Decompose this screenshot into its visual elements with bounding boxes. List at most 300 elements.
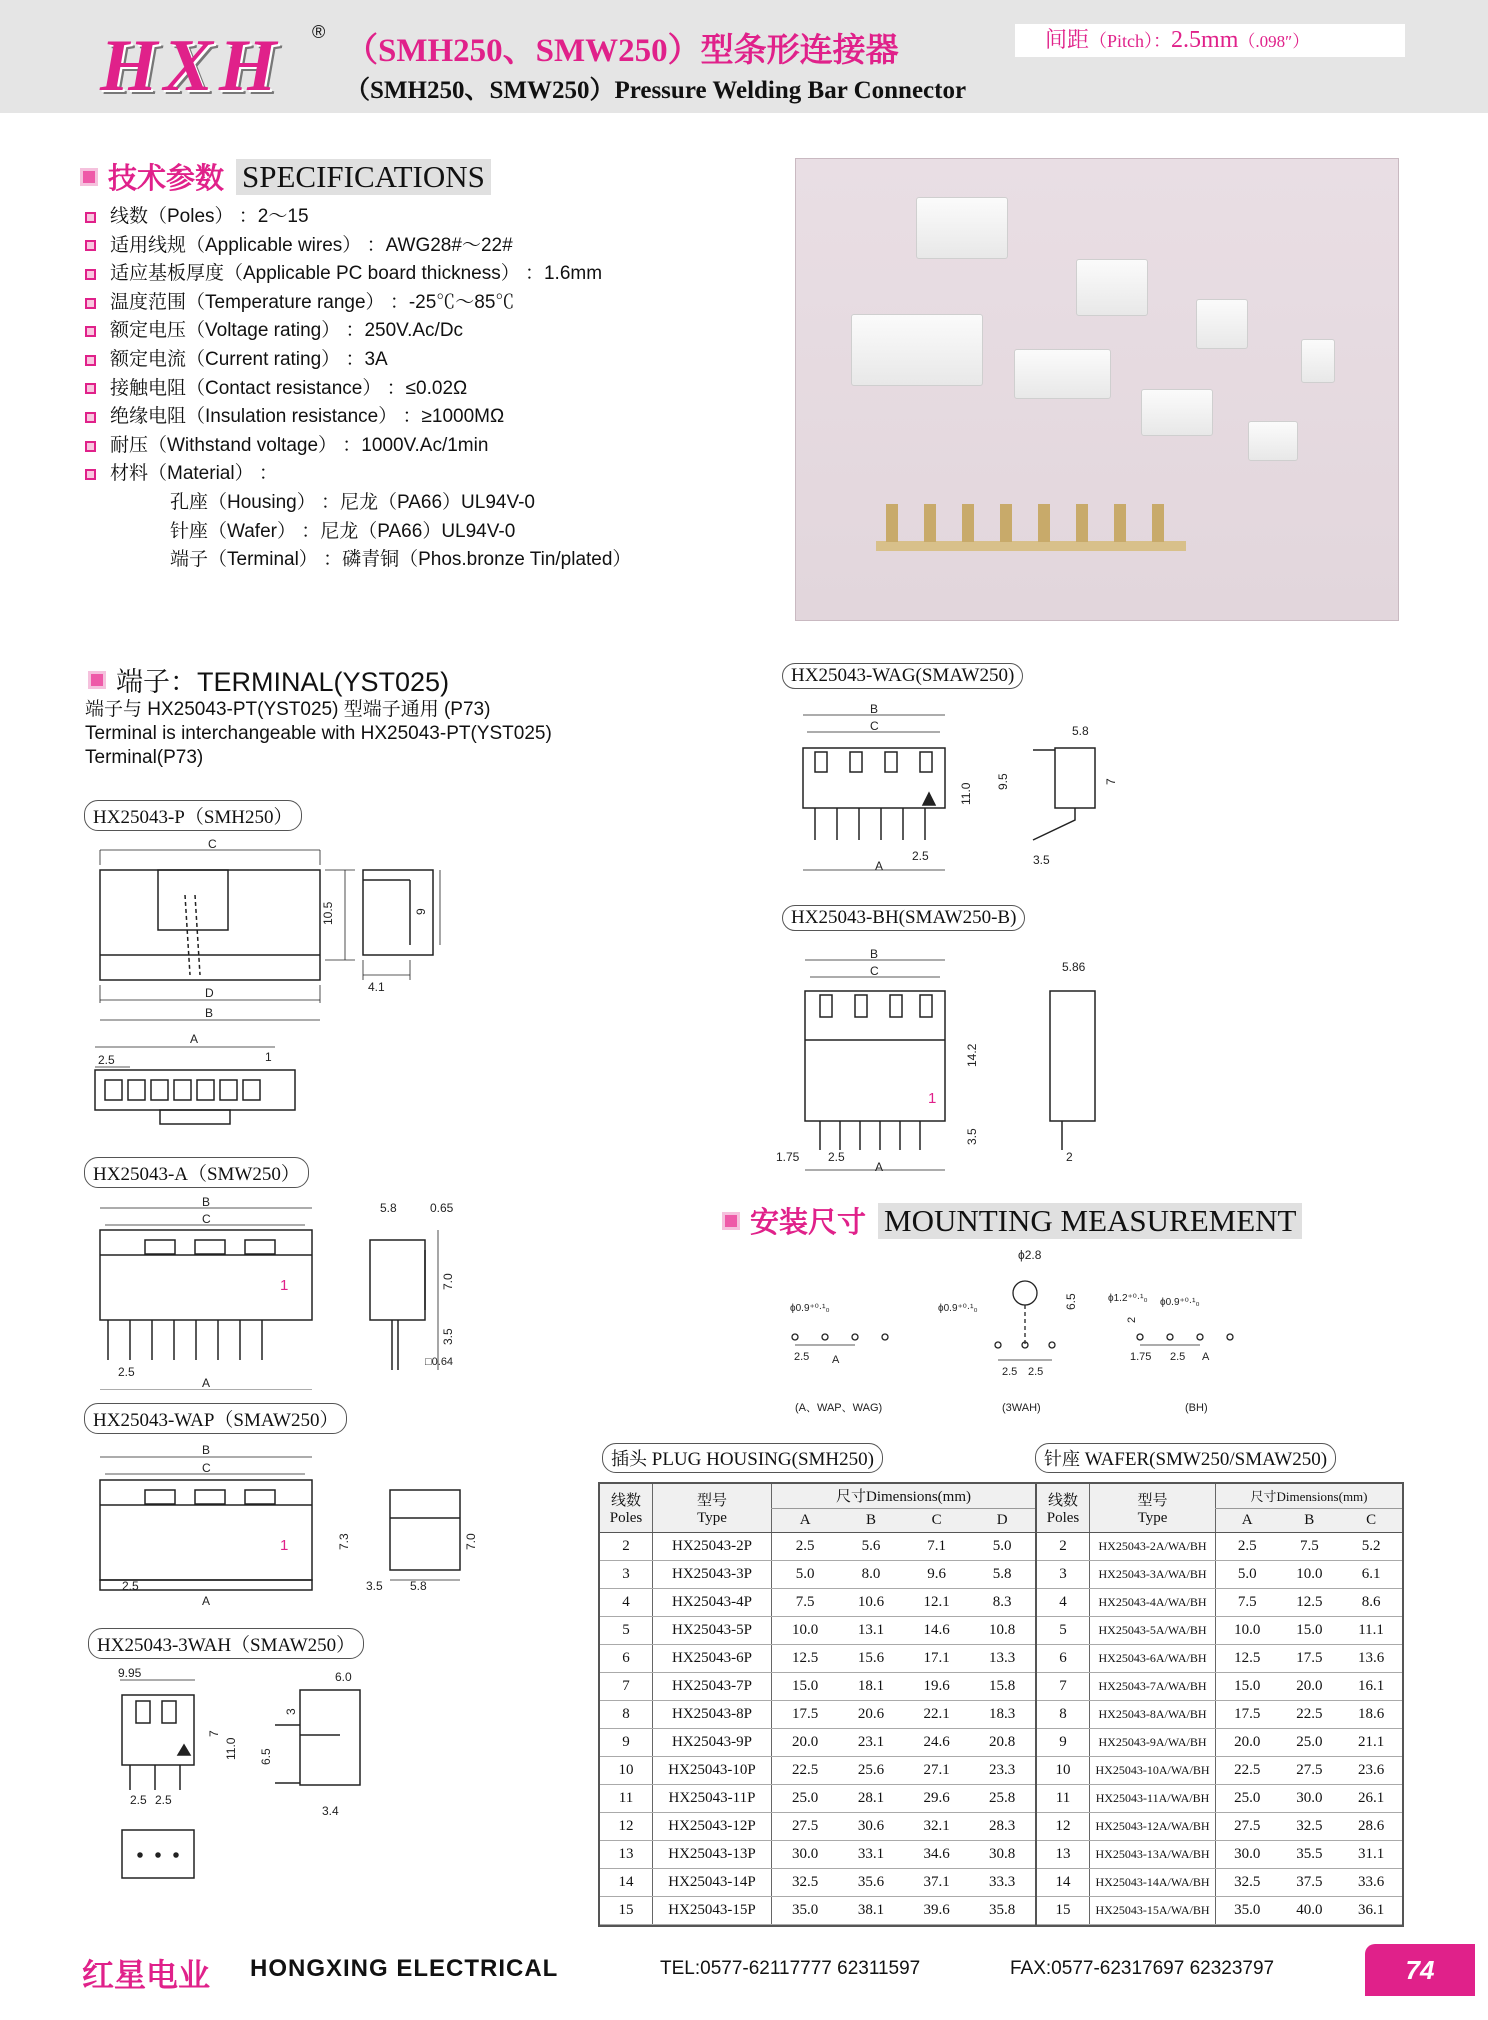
cell-type: HX25043-12A/WA/BH xyxy=(1090,1812,1216,1840)
cell-dim: 33.1 xyxy=(838,1840,904,1868)
pin-1-label: 1 xyxy=(280,1537,289,1554)
cell-dim: 18.6 xyxy=(1340,1700,1402,1728)
drawing-3wah xyxy=(100,1665,440,1895)
table-row xyxy=(600,1868,1035,1896)
phi-0-9: ϕ0.9⁺⁰·¹₀ xyxy=(1160,1297,1200,1308)
cell-dim: 19.6 xyxy=(904,1672,970,1700)
wafer-table-title xyxy=(1035,1443,1336,1473)
cell-dim: 32.1 xyxy=(904,1812,970,1840)
material-item: 端子（Terminal） ：磷青铜（Phos.bronze Tin/plated） xyxy=(170,549,632,571)
cell-poles: 9 xyxy=(1037,1728,1090,1756)
table-row xyxy=(1037,1812,1402,1840)
col-D: D xyxy=(969,1508,1035,1532)
plug-table xyxy=(600,1484,1035,1925)
mounting-diagram xyxy=(770,1245,1290,1415)
cell-type: HX25043-8A/WA/BH xyxy=(1090,1700,1216,1728)
bullet-icon xyxy=(85,298,96,309)
product-photo xyxy=(795,158,1399,621)
cell-dim: 20.0 xyxy=(772,1728,839,1756)
cell-type: HX25043-12P xyxy=(653,1812,772,1840)
section-square-icon xyxy=(722,1212,740,1230)
cell-dim: 20.0 xyxy=(1216,1728,1279,1756)
cell-dim: 23.6 xyxy=(1340,1756,1402,1784)
wafer-table-title-en: WAFER(SMW250/SMAW250) xyxy=(1084,1449,1328,1470)
dim-2-5: 2.5 xyxy=(912,849,929,863)
cell-type: HX25043-13P xyxy=(653,1840,772,1868)
plug-table-title-en: PLUG HOUSING(SMH250) xyxy=(651,1449,874,1470)
table-row xyxy=(1037,1616,1402,1644)
bullet-icon xyxy=(85,269,96,280)
mounting-heading xyxy=(722,1200,1302,1241)
cell-dim: 5.0 xyxy=(772,1560,839,1588)
cell-dim: 28.3 xyxy=(969,1812,1035,1840)
plug-table-title-cn: 插头 xyxy=(611,1449,647,1470)
cell-type: HX25043-5P xyxy=(653,1616,772,1644)
col-A: A xyxy=(772,1508,839,1532)
cell-dim: 27.1 xyxy=(904,1756,970,1784)
dim-7: 7 xyxy=(1104,778,1118,785)
dim-C: C xyxy=(870,964,879,978)
cell-type: HX25043-5A/WA/BH xyxy=(1090,1616,1216,1644)
specifications-heading-cn: 技术参数 xyxy=(108,161,225,195)
cell-dim: 24.6 xyxy=(904,1728,970,1756)
cell-dim: 39.6 xyxy=(904,1896,970,1924)
wafer-2p-image xyxy=(1248,421,1298,461)
dim-B: B xyxy=(205,1006,214,1020)
terminal-note xyxy=(85,698,552,770)
cell-poles: 6 xyxy=(600,1644,653,1672)
dim-2-5: 2.5 xyxy=(1028,1366,1044,1378)
dim-B: B xyxy=(202,1443,211,1457)
dim-A: A xyxy=(1202,1351,1210,1363)
cell-type: HX25043-6P xyxy=(653,1644,772,1672)
dim-B: B xyxy=(870,947,879,961)
cell-poles: 4 xyxy=(1037,1588,1090,1616)
dim-2: 2 xyxy=(1126,1316,1138,1323)
drawing-p xyxy=(80,835,460,1165)
cell-dim: 2.5 xyxy=(772,1532,839,1560)
cell-dim: 27.5 xyxy=(772,1812,839,1840)
mounting-caption-a: (A、WAP、WAG) xyxy=(795,1402,883,1414)
cell-dim: 23.3 xyxy=(969,1756,1035,1784)
col-C: C xyxy=(904,1508,970,1532)
cell-poles: 5 xyxy=(1037,1616,1090,1644)
cell-dim: 25.0 xyxy=(772,1784,839,1812)
cell-dim: 32.5 xyxy=(1278,1812,1340,1840)
dim-14-2: 14.2 xyxy=(965,1043,979,1067)
cell-dim: 25.8 xyxy=(969,1784,1035,1812)
pin-1-label: 1 xyxy=(280,1277,289,1294)
cell-dim: 37.1 xyxy=(904,1868,970,1896)
cell-type: HX25043-10P xyxy=(653,1756,772,1784)
registered-mark: ® xyxy=(312,22,326,42)
cell-poles: 12 xyxy=(600,1812,653,1840)
wafer-5p-image xyxy=(1014,349,1111,399)
cell-dim: 22.5 xyxy=(1216,1756,1279,1784)
housing-3p-image xyxy=(1196,299,1248,349)
table-row xyxy=(1037,1840,1402,1868)
cell-dim: 12.1 xyxy=(904,1588,970,1616)
dim-9: 9 xyxy=(414,908,428,915)
cell-poles: 5 xyxy=(600,1616,653,1644)
cell-dim: 17.5 xyxy=(772,1700,839,1728)
cell-dim: 35.8 xyxy=(969,1896,1035,1924)
drawing-a xyxy=(80,1190,480,1390)
cell-dim: 12.5 xyxy=(1216,1644,1279,1672)
cell-dim: 35.5 xyxy=(1278,1840,1340,1868)
cell-dim: 20.8 xyxy=(969,1728,1035,1756)
cell-dim: 15.0 xyxy=(1216,1672,1279,1700)
cell-dim: 7.1 xyxy=(904,1532,970,1560)
cell-dim: 16.1 xyxy=(1340,1672,1402,1700)
cell-dim: 22.1 xyxy=(904,1700,970,1728)
table-row xyxy=(1037,1560,1402,1588)
cell-dim: 27.5 xyxy=(1278,1756,1340,1784)
bullet-icon xyxy=(85,240,96,251)
wafer-table xyxy=(1037,1484,1402,1925)
cell-poles: 11 xyxy=(1037,1784,1090,1812)
cell-dim: 21.1 xyxy=(1340,1728,1402,1756)
cell-dim: 36.1 xyxy=(1340,1896,1402,1924)
cell-dim: 15.6 xyxy=(838,1644,904,1672)
cell-poles: 15 xyxy=(600,1896,653,1924)
cell-dim: 14.6 xyxy=(904,1616,970,1644)
cell-dim: 35.0 xyxy=(1216,1896,1279,1924)
dim-B: B xyxy=(202,1195,211,1209)
dim-5-86: 5.86 xyxy=(1062,960,1086,974)
dim-5-8: 5.8 xyxy=(1072,724,1089,738)
cell-dim: 22.5 xyxy=(1278,1700,1340,1728)
cell-type: HX25043-6A/WA/BH xyxy=(1090,1644,1216,1672)
dim-0-65: 0.65 xyxy=(430,1201,454,1215)
cell-dim: 8.3 xyxy=(969,1588,1035,1616)
bullet-icon xyxy=(85,383,96,394)
cell-poles: 14 xyxy=(1037,1868,1090,1896)
dim-C: C xyxy=(208,837,217,851)
cell-dim: 13.6 xyxy=(1340,1644,1402,1672)
cell-dim: 10.0 xyxy=(1278,1560,1340,1588)
dim-C: C xyxy=(202,1461,211,1475)
section-square-icon xyxy=(80,168,98,186)
cell-dim: 7.5 xyxy=(1216,1588,1279,1616)
dim-2-5: 2.5 xyxy=(794,1351,810,1363)
cell-poles: 13 xyxy=(1037,1840,1090,1868)
terminal-note-en-1: Terminal is interchangeable with HX25043-PT(YST025) xyxy=(85,723,552,744)
cell-dim: 12.5 xyxy=(772,1644,839,1672)
drawing-label-3wah: HX25043-3WAH（SMAW250） xyxy=(88,1628,364,1659)
dim-2-5: 2.5 xyxy=(828,1150,845,1164)
dim-5-8: 5.8 xyxy=(380,1201,397,1215)
terminal-note-cn: 端子与 HX25043-PT(YST025) 型端子通用 (P73) xyxy=(85,699,491,720)
drawing-wag xyxy=(775,700,1155,880)
cell-dim: 2.5 xyxy=(1216,1532,1279,1560)
dim-2: 2 xyxy=(1066,1150,1073,1164)
cell-poles: 7 xyxy=(600,1672,653,1700)
pitch-inch: （.098″） xyxy=(1238,32,1310,51)
cell-type: HX25043-8P xyxy=(653,1700,772,1728)
dim-6-5: 6.5 xyxy=(1064,1293,1078,1310)
drawing-label-p: HX25043-P（SMH250） xyxy=(84,800,302,831)
spec-item: 额定电流（Current rating） ：3A xyxy=(85,346,631,375)
dim-1-75: 1.75 xyxy=(1130,1351,1152,1363)
dim-2-5: 2.5 xyxy=(130,1793,147,1807)
cell-dim: 37.5 xyxy=(1278,1868,1340,1896)
dim-1-75: 1.75 xyxy=(776,1150,800,1164)
cell-poles: 11 xyxy=(600,1784,653,1812)
table-row xyxy=(1037,1784,1402,1812)
cell-dim: 23.1 xyxy=(838,1728,904,1756)
table-row xyxy=(1037,1532,1402,1560)
cell-dim: 30.8 xyxy=(969,1840,1035,1868)
cell-dim: 5.0 xyxy=(1216,1560,1279,1588)
bullet-icon xyxy=(85,326,96,337)
terminal-note-en-2: Terminal(P73) xyxy=(85,747,204,768)
spec-item: 线数（Poles） ：2～15 xyxy=(85,203,631,232)
cell-dim: 10.8 xyxy=(969,1616,1035,1644)
dim-2-5: 2.5 xyxy=(122,1579,139,1593)
cell-dim: 8.6 xyxy=(1340,1588,1402,1616)
phi-2-8: ϕ2.8 xyxy=(1018,1248,1042,1262)
dim-C: C xyxy=(870,719,879,733)
dim-A: A xyxy=(202,1594,211,1608)
phi-0-9: ϕ0.9⁺⁰·¹₀ xyxy=(938,1303,978,1314)
section-square-icon xyxy=(88,671,106,689)
page-title-en: （SMH250、SMW250）Pressure Welding Bar Connector xyxy=(345,77,967,104)
col-B: B xyxy=(838,1508,904,1532)
dim-2-5: 2.5 xyxy=(155,1793,172,1807)
wafer-3p-image xyxy=(1141,389,1213,436)
table-row xyxy=(600,1560,1035,1588)
cell-dim: 18.1 xyxy=(838,1672,904,1700)
cell-type: HX25043-4A/WA/BH xyxy=(1090,1588,1216,1616)
cell-dim: 18.3 xyxy=(969,1700,1035,1728)
col-dims: 尺寸Dimensions(mm) xyxy=(1216,1484,1403,1508)
footer-company-cn: 红星电业 xyxy=(82,1956,211,1994)
drawing-label-wag: HX25043-WAG(SMAW250) xyxy=(782,663,1023,689)
mounting-heading-en: MOUNTING MEASUREMENT xyxy=(878,1203,1302,1239)
drawing-wap xyxy=(80,1440,480,1610)
dim-A: A xyxy=(875,859,884,873)
plug-table-title xyxy=(602,1443,883,1473)
pitch-value: 2.5mm xyxy=(1171,27,1239,53)
dim-3: 3 xyxy=(284,1708,298,1715)
spec-item: 接触电阻（Contact resistance） ：≤0.02Ω xyxy=(85,375,631,404)
cell-dim: 38.1 xyxy=(838,1896,904,1924)
cell-dim: 10.6 xyxy=(838,1588,904,1616)
table-row xyxy=(1037,1896,1402,1924)
cell-dim: 15.0 xyxy=(1278,1616,1340,1644)
cell-dim: 20.6 xyxy=(838,1700,904,1728)
spec-item: 温度范围（Temperature range） ：-25℃～85℃ xyxy=(85,289,631,318)
table-row xyxy=(600,1532,1035,1560)
specifications-list xyxy=(85,203,631,575)
cell-type: HX25043-15P xyxy=(653,1896,772,1924)
page-title-cn: （SMH250、SMW250）型条形连接器 xyxy=(345,33,899,69)
housing-5p-image xyxy=(1076,259,1148,316)
cell-dim: 33.6 xyxy=(1340,1868,1402,1896)
dim-11-0: 11.0 xyxy=(224,1737,238,1760)
cell-dim: 32.5 xyxy=(772,1868,839,1896)
wafer-table-title-cn: 针座 xyxy=(1044,1449,1080,1470)
dim-9-5: 9.5 xyxy=(996,773,1010,790)
cell-dim: 11.1 xyxy=(1340,1616,1402,1644)
col-B: B xyxy=(1278,1508,1340,1532)
footer-tel: TEL:0577-62117777 62311597 xyxy=(660,1958,921,1979)
pin-1-label: 1 xyxy=(928,1090,937,1107)
bullet-icon xyxy=(85,355,96,366)
brand-logo: HXH xyxy=(100,25,283,107)
cell-dim: 31.1 xyxy=(1340,1840,1402,1868)
cell-type: HX25043-4P xyxy=(653,1588,772,1616)
dim-11-0: 11.0 xyxy=(959,782,973,805)
col-poles: 线数 Poles xyxy=(600,1484,653,1532)
cell-type: HX25043-10A/WA/BH xyxy=(1090,1756,1216,1784)
cell-type: HX25043-14A/WA/BH xyxy=(1090,1868,1216,1896)
cell-dim: 5.0 xyxy=(969,1532,1035,1560)
pitch-cn: 间距 xyxy=(1045,28,1090,53)
cell-dim: 40.0 xyxy=(1278,1896,1340,1924)
mounting-caption-3wah: (3WAH) xyxy=(1002,1402,1041,1414)
cell-poles: 6 xyxy=(1037,1644,1090,1672)
col-type: 型号 Type xyxy=(653,1484,772,1532)
dim-3-5: 3.5 xyxy=(965,1128,979,1145)
material-item: 针座（Wafer） ：尼龙（PA66）UL94V-0 xyxy=(170,520,516,542)
dim-2-5: 2.5 xyxy=(1002,1366,1018,1378)
col-poles: 线数 Poles xyxy=(1037,1484,1090,1532)
cell-dim: 5.2 xyxy=(1340,1532,1402,1560)
dim-3-4: 3.4 xyxy=(322,1804,339,1818)
cell-poles: 4 xyxy=(600,1588,653,1616)
pin-1-label: 1 xyxy=(265,1050,272,1064)
cell-dim: 35.6 xyxy=(838,1868,904,1896)
table-row xyxy=(600,1896,1035,1924)
page-number: 74 xyxy=(1365,1944,1475,1996)
dim-5-8: 5.8 xyxy=(410,1579,427,1593)
cell-dim: 10.0 xyxy=(772,1616,839,1644)
spec-item: 适应基板厚度（Applicable PC board thickness） ：1.6mm xyxy=(85,260,631,289)
plug-table-frame xyxy=(598,1482,1037,1927)
cell-dim: 5.8 xyxy=(969,1560,1035,1588)
cell-type: HX25043-3P xyxy=(653,1560,772,1588)
wafer-7p-image xyxy=(851,314,983,386)
table-row xyxy=(1037,1644,1402,1672)
cell-type: HX25043-11P xyxy=(653,1784,772,1812)
terminal-strip-image xyxy=(876,499,1216,559)
dim-A: A xyxy=(875,1160,884,1174)
cell-poles: 7 xyxy=(1037,1672,1090,1700)
col-C: C xyxy=(1340,1508,1402,1532)
col-dims: 尺寸Dimensions(mm) xyxy=(772,1484,1036,1508)
cell-dim: 35.0 xyxy=(772,1896,839,1924)
mounting-heading-cn: 安装尺寸 xyxy=(750,1205,867,1239)
bullet-icon xyxy=(85,212,96,223)
cell-poles: 12 xyxy=(1037,1812,1090,1840)
dim-3-5: 3.5 xyxy=(1033,853,1050,867)
spec-item: 耐压（Withstand voltage） ：1000V.Ac/1min xyxy=(85,432,631,461)
cell-dim: 26.1 xyxy=(1340,1784,1402,1812)
housing-7p-image xyxy=(916,197,1008,259)
drawing-label-a: HX25043-A（SMW250） xyxy=(84,1157,309,1188)
bullet-icon xyxy=(85,441,96,452)
cell-dim: 17.1 xyxy=(904,1644,970,1672)
dim-7-0: 7.0 xyxy=(441,1273,455,1290)
table-row xyxy=(600,1588,1035,1616)
housing-2p-image xyxy=(1301,339,1335,383)
table-row xyxy=(1037,1756,1402,1784)
cell-dim: 7.5 xyxy=(772,1588,839,1616)
table-row xyxy=(600,1756,1035,1784)
spec-item: 适用线规（Applicable wires） ：AWG28#～22# xyxy=(85,232,631,261)
dim-4-1: 4.1 xyxy=(368,980,385,994)
dim-C: C xyxy=(202,1212,211,1226)
cell-dim: 28.1 xyxy=(838,1784,904,1812)
cell-dim: 6.1 xyxy=(1340,1560,1402,1588)
cell-poles: 14 xyxy=(600,1868,653,1896)
drawing-label-wap: HX25043-WAP（SMAW250） xyxy=(84,1403,347,1434)
dim-7-3: 7.3 xyxy=(337,1533,351,1550)
table-row xyxy=(600,1784,1035,1812)
cell-type: HX25043-9P xyxy=(653,1728,772,1756)
dim-2-5: 2.5 xyxy=(1170,1351,1186,1363)
cell-dim: 30.6 xyxy=(838,1812,904,1840)
cell-type: HX25043-3A/WA/BH xyxy=(1090,1560,1216,1588)
table-row xyxy=(600,1812,1035,1840)
table-row xyxy=(600,1644,1035,1672)
cell-type: HX25043-15A/WA/BH xyxy=(1090,1896,1216,1924)
cell-dim: 33.3 xyxy=(969,1868,1035,1896)
spec-item: 额定电压（Voltage rating） ：250V.Ac/Dc xyxy=(85,317,631,346)
dim-D: D xyxy=(205,986,214,1000)
dim-B: B xyxy=(870,702,879,716)
table-row xyxy=(1037,1672,1402,1700)
dim-A: A xyxy=(202,1376,211,1390)
table-row xyxy=(1037,1868,1402,1896)
cell-poles: 3 xyxy=(600,1560,653,1588)
footer-fax: FAX:0577-62317697 62323797 xyxy=(1010,1958,1275,1979)
cell-poles: 13 xyxy=(600,1840,653,1868)
table-row xyxy=(600,1728,1035,1756)
table-row xyxy=(1037,1728,1402,1756)
dim-9-95: 9.95 xyxy=(118,1666,142,1680)
phi-0-9: ϕ0.9⁺⁰·¹₀ xyxy=(790,1303,830,1314)
col-type: 型号 Type xyxy=(1090,1484,1216,1532)
cell-dim: 10.0 xyxy=(1216,1616,1279,1644)
mounting-caption-bh: (BH) xyxy=(1185,1402,1208,1414)
cell-dim: 9.6 xyxy=(904,1560,970,1588)
table-row xyxy=(600,1616,1035,1644)
cell-poles: 15 xyxy=(1037,1896,1090,1924)
specifications-heading-en: SPECIFICATIONS xyxy=(236,159,491,195)
cell-dim: 25.6 xyxy=(838,1756,904,1784)
dim-6-0: 6.0 xyxy=(335,1670,352,1684)
bullet-icon xyxy=(85,469,96,480)
cell-dim: 25.0 xyxy=(1278,1728,1340,1756)
material-item: 孔座（Housing） ：尼龙（PA66）UL94V-0 xyxy=(170,491,535,513)
cell-poles: 2 xyxy=(1037,1532,1090,1560)
cell-dim: 13.1 xyxy=(838,1616,904,1644)
col-A: A xyxy=(1216,1508,1279,1532)
cell-poles: 10 xyxy=(600,1756,653,1784)
spec-item: 材料（Material） ： xyxy=(85,460,631,489)
wafer-table-frame xyxy=(1035,1482,1404,1927)
cell-type: HX25043-9A/WA/BH xyxy=(1090,1728,1216,1756)
cell-dim: 20.0 xyxy=(1278,1672,1340,1700)
cell-poles: 9 xyxy=(600,1728,653,1756)
cell-type: HX25043-14P xyxy=(653,1868,772,1896)
cell-poles: 10 xyxy=(1037,1756,1090,1784)
cell-type: HX25043-7A/WA/BH xyxy=(1090,1672,1216,1700)
table-row xyxy=(600,1840,1035,1868)
